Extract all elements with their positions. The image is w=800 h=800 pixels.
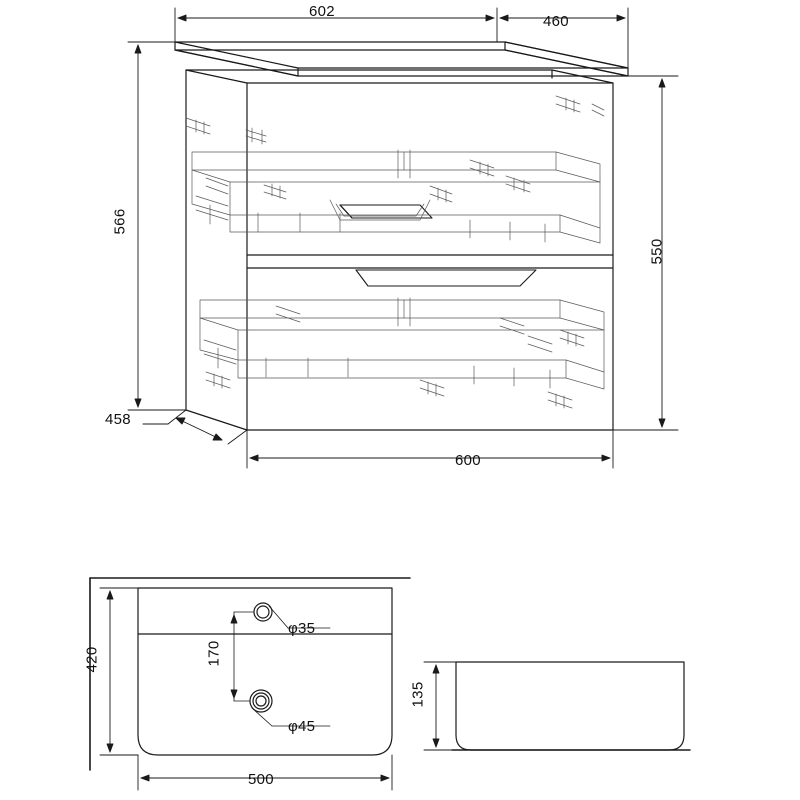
dimension-label-hole-small: φ35 (288, 620, 316, 637)
basin-top-view (90, 578, 410, 770)
basin-side-view (452, 662, 690, 750)
cabinet-outline (175, 42, 628, 430)
dimension-label-hole-large: φ45 (288, 718, 316, 735)
dimension-label-right-height: 550 (648, 238, 666, 265)
basin-side-dimensions (424, 662, 456, 750)
dimension-label-basin-width: 500 (248, 771, 274, 788)
dimension-label-left-height: 566 (111, 208, 129, 235)
cabinet-dimensions (128, 8, 678, 468)
dimension-label-top-width: 602 (309, 3, 335, 20)
dimension-label-basin-height: 420 (83, 646, 101, 673)
dimension-label-bottom-width: 600 (455, 452, 481, 469)
dimension-label-side-depth: 458 (105, 411, 131, 428)
dimension-label-hole-spacing: 170 (205, 640, 223, 667)
cabinet-internal-detail (186, 96, 604, 408)
basin-top-dimensions (100, 588, 392, 790)
dimension-label-top-depth: 460 (543, 13, 569, 30)
dimension-label-basin-side-height: 135 (409, 681, 427, 708)
